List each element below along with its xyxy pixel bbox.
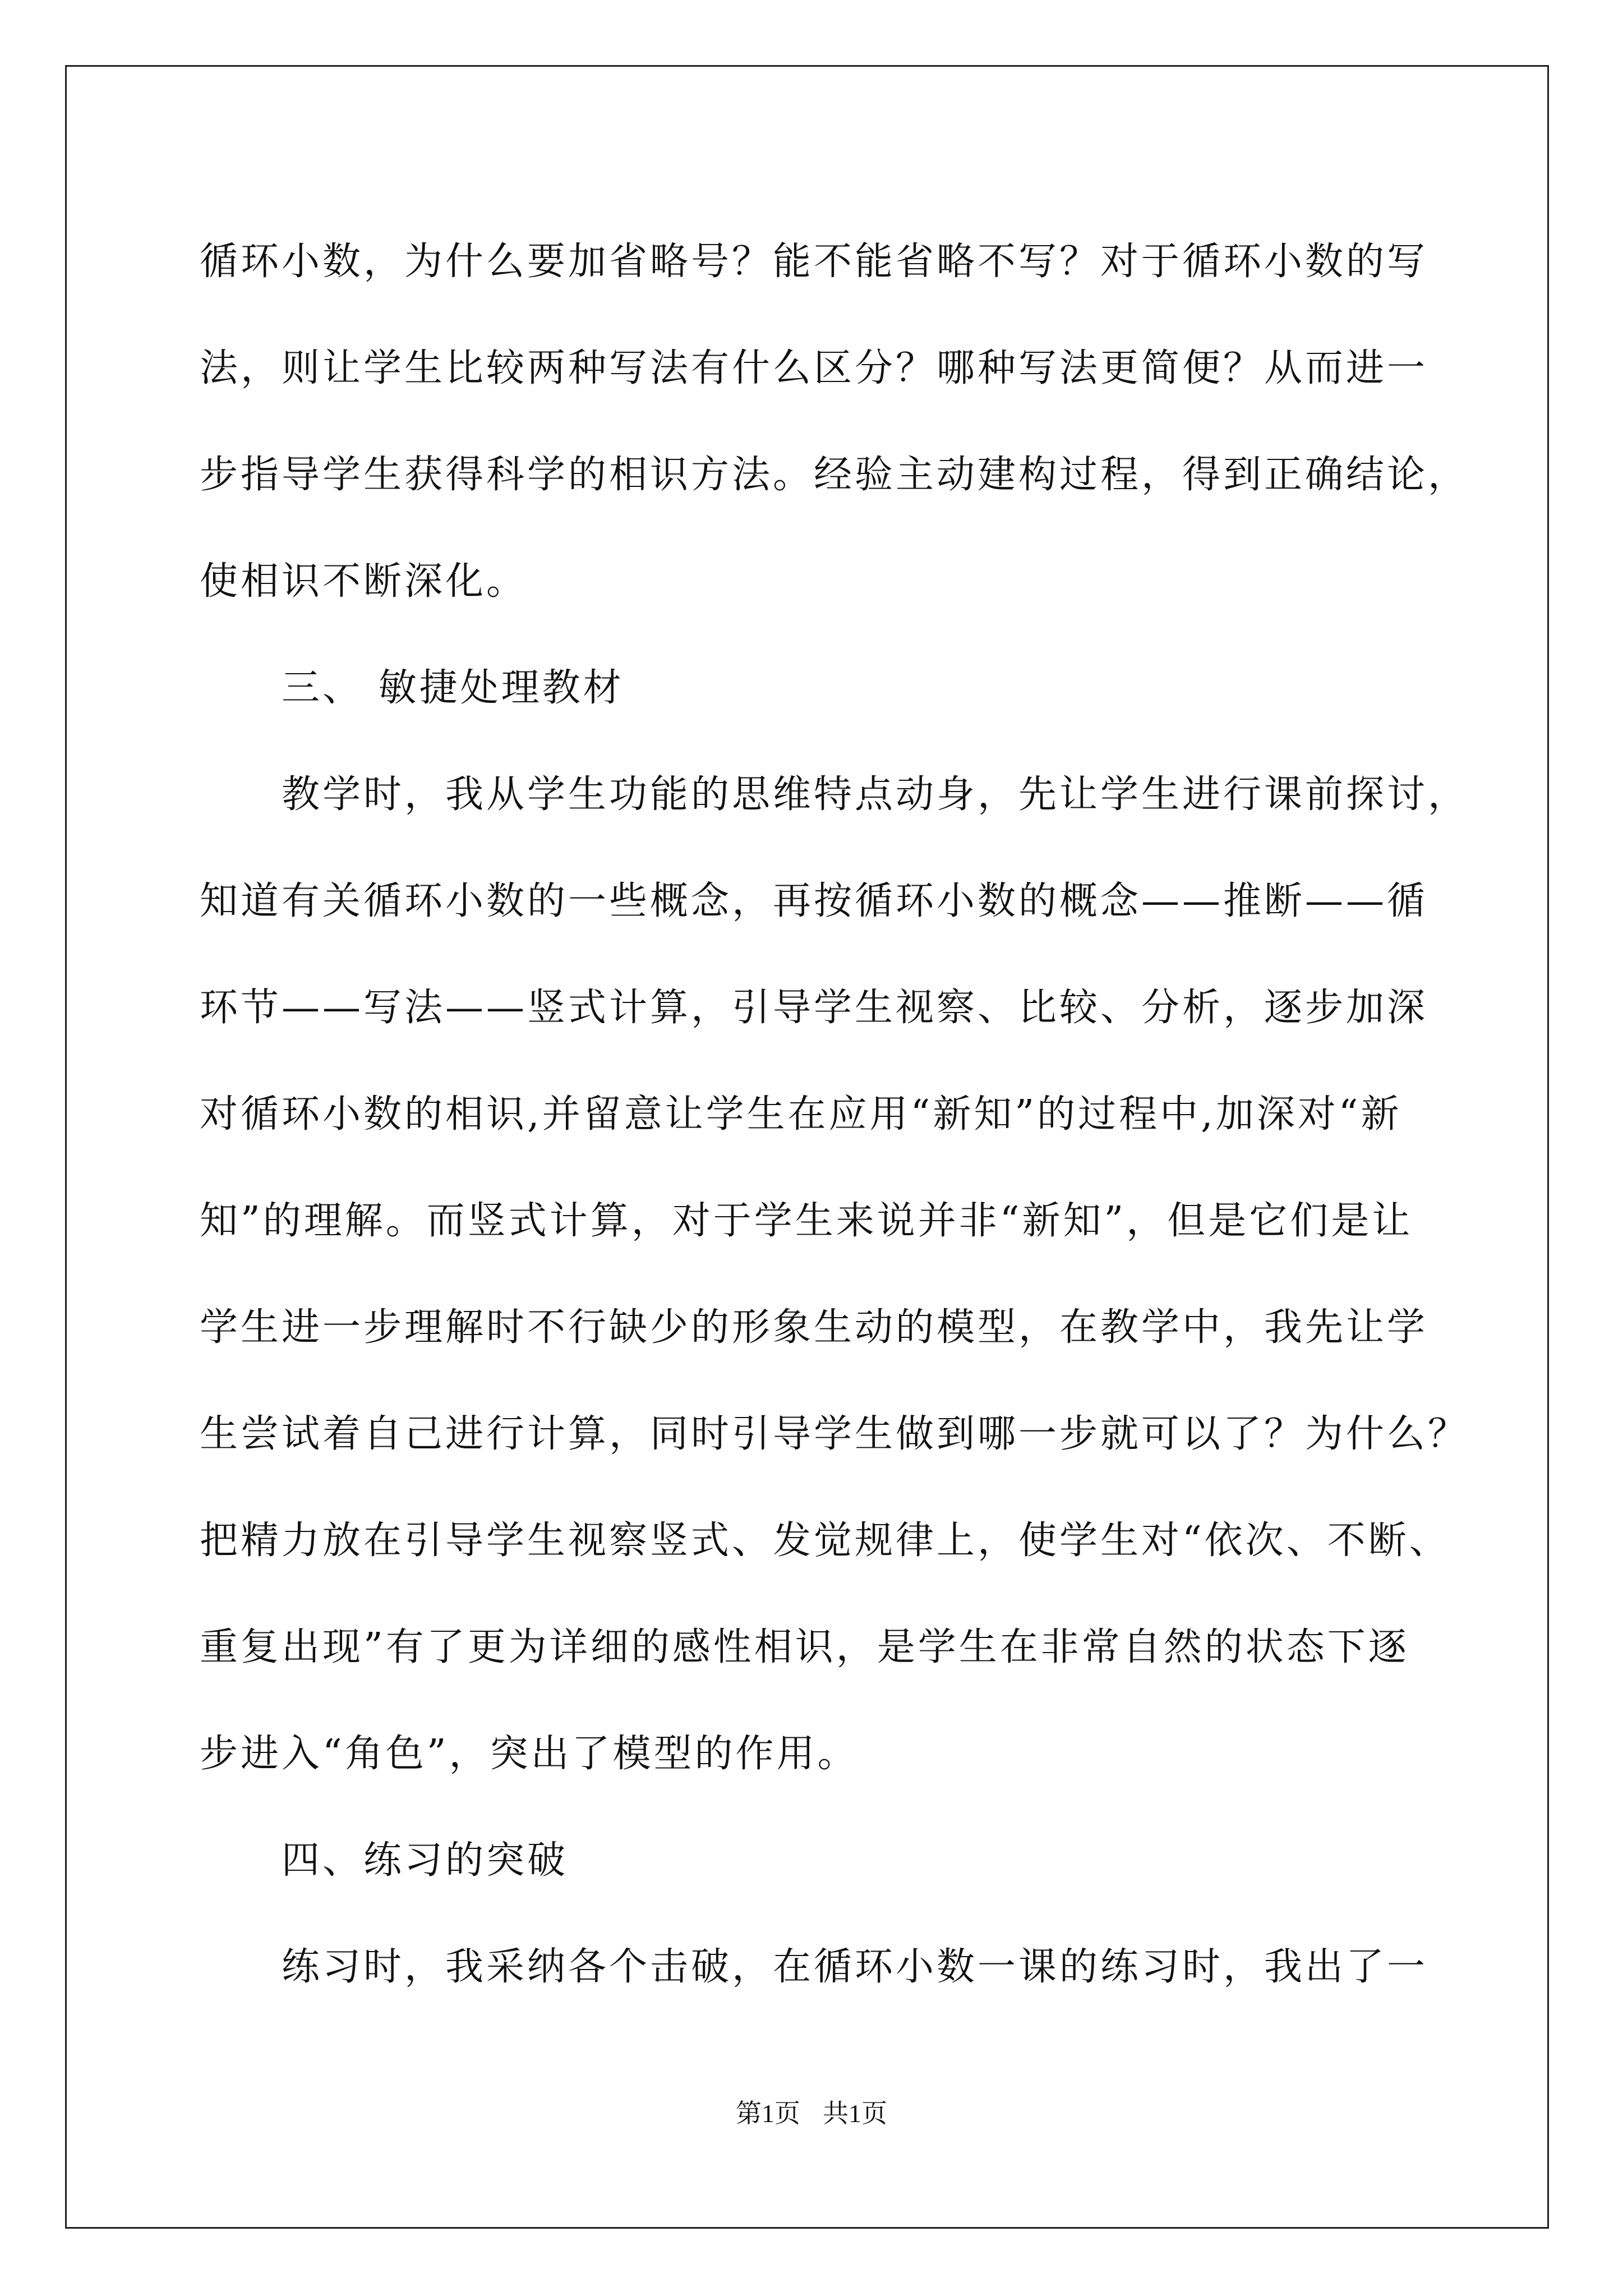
text-line: 学生进一步理解时不行缺少的形象生动的模型，在教学中，我先让学: [200, 1305, 1428, 1350]
text-line: 知道有关循环小数的一些概念，再按循环小数的概念——推断——循: [200, 879, 1428, 923]
text-line: 生尝试着自己进行计算，同时引导学生做到哪一步就可以了？为什么？: [200, 1412, 1469, 1456]
document-body: [200, 209, 1469, 2021]
page-footer: [0, 2097, 1623, 2131]
text-line: 循环小数，为什么要加省略号？能不能省略不写？对于循环小数的写: [200, 240, 1428, 284]
text-line: 知”的理解。而竖式计算，对于学生来说并非“新知”，但是它们是让: [200, 1199, 1413, 1243]
page-number-current: 第1页: [736, 2099, 800, 2128]
text-line: 把精力放在引导学生视察竖式、发觉规律上，使学生对“依次、不断、: [200, 1519, 1450, 1563]
text-line: 练习时，我采纳各个击破，在循环小数一课的练习时，我出了一: [282, 1945, 1428, 1989]
text-line: 使相识不断深化。: [200, 559, 528, 604]
text-line: 法，则让学生比较两种写法有什么区分？哪种写法更简便？从而进一: [200, 346, 1428, 390]
section-heading: 三、 敏捷处理教材: [282, 666, 624, 710]
page-number-total: 共1页: [823, 2099, 887, 2128]
text-line: 重复出现”有了更为详细的感性相识，是学生在非常自然的状态下逐: [200, 1625, 1409, 1669]
text-line: 教学时，我从学生功能的思维特点动身，先让学生进行课前探讨，: [282, 772, 1469, 817]
text-line: 步指导学生获得科学的相识方法。经验主动建构过程，得到正确结论，: [200, 453, 1469, 497]
section-heading: 四、练习的突破: [282, 1838, 569, 1883]
text-line: 步进入“角色”，突出了模型的作用。: [200, 1732, 859, 1776]
text-line: 对循环小数的相识,并留意让学生在应用“新知”的过程中,加深对“新: [200, 1092, 1402, 1137]
text-line: 环节——写法——竖式计算，引导学生视察、比较、分析，逐步加深: [200, 986, 1428, 1030]
